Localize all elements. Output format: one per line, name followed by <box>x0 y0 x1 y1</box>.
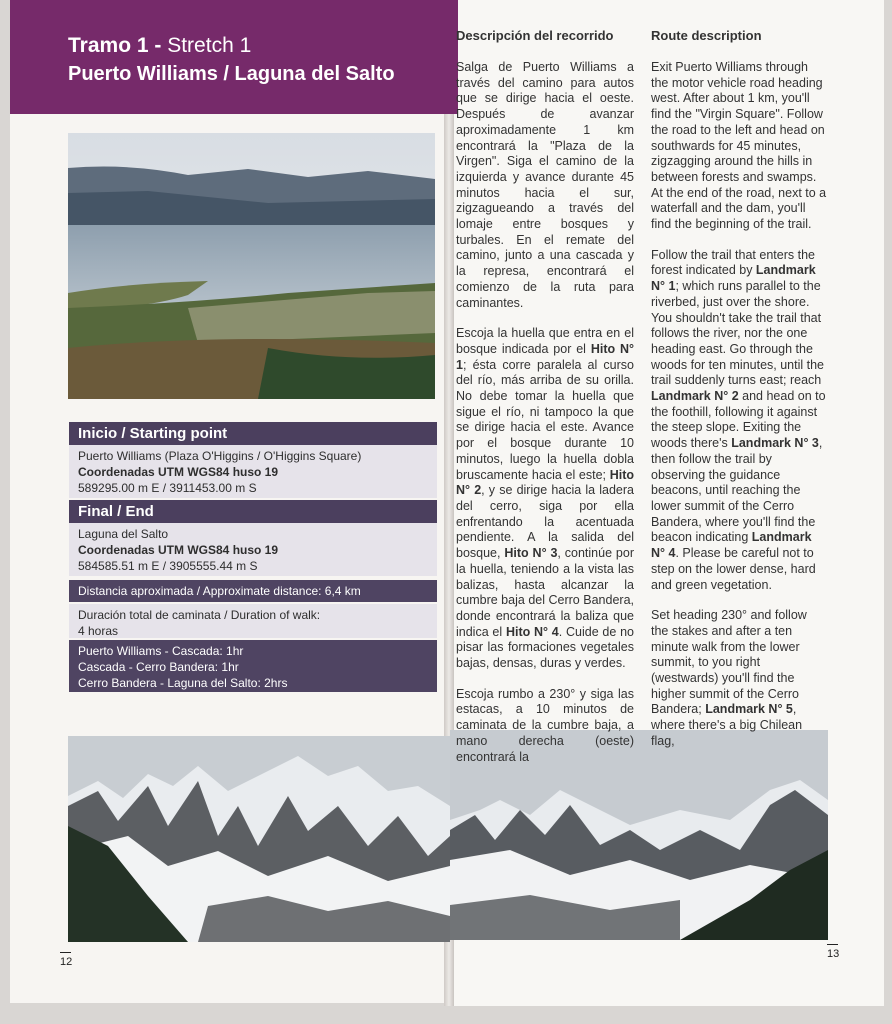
page-number-left: 12 <box>60 956 73 968</box>
text-run: , y se dirige hacia la ladera del cerro, siga por ella enfrentando la acentuada pendiente. A la salida del bosque, <box>456 483 635 561</box>
start-place: Puerto Williams (Plaza O'Higgins / O'Higgins Square) <box>78 449 362 463</box>
text-run: ; which runs parallel to the riverbed, just over the shore. You shouldn't take the trail that follows the river, nor the one heading east. Go through the woods for ten minutes, until the trail suddenly turns east; reach <box>651 279 825 388</box>
segment-item: Cascada - Cerro Bandera: 1hr <box>78 660 239 674</box>
text-run: Escoja la huella que entra en el bosque indicada por el <box>456 326 634 356</box>
text-run: . Cuide de no pisar las formaciones vegetales bajas, densas, duras y verdes. <box>456 624 634 671</box>
distance-row: Distancia aproximada / Approximate distance: 6,4 km <box>69 580 437 602</box>
starting-point-info <box>69 445 437 498</box>
english-heading: Route description <box>651 28 762 43</box>
en-paragraph-1: Exit Puerto Williams through the motor vehicle road heading west. After about 1 km, you'll find the "Virgin Square". Follow the road to the left and head on southwards for 45 minutes, zigzagging around the hills in between forests and swamps. At the end of the road, next to a waterfall and the dam, you'll find the beginning of the trail. <box>651 60 827 232</box>
es-paragraph-1: Salga de Puerto Williams a través del camino para autos que se dirige hacia el oeste. Después de avanzar aproximadamente 1 km encontrará la "Plaza de la Virgen". Siga el camino de la izquierda y avance durante 45 minutos hacia el sur, zigzagueando a través del lomaje entre bosques y turbales. En el remate del camino, junto a una cascada y la represa, encontrará el comienzo de la ruta para caminantes. <box>456 60 634 310</box>
text-run: . Please be careful not to step on the lower dense, hard and green vegetation. <box>651 546 816 592</box>
text-run: , then follow the trail by observing the guidance beacons, until reaching the lower summit of the Cerro Bandera, where you'll find the beacon indicating <box>651 436 823 545</box>
route-title: Puerto Williams / Laguna del Salto <box>68 63 395 85</box>
landmark-ref: Landmark N° 2 <box>651 389 739 404</box>
text-run: , where there's a big Chilean flag, <box>651 702 803 748</box>
text-run: Follow the trail that enters the forest indicated by <box>651 247 815 278</box>
stretch-label: Stretch 1 <box>167 34 252 57</box>
segment-item: Puerto Williams - Cascada: 1hr <box>78 644 244 658</box>
en-paragraph-2 <box>651 248 827 593</box>
starting-point-header: Inicio / Starting point <box>69 422 437 445</box>
page-number-right: 13 <box>827 948 840 960</box>
start-coords-label: Coordenadas UTM WGS84 huso 19 <box>78 465 279 479</box>
end-point-header: Final / End <box>69 500 437 523</box>
text-run: and head on to the foothill, following it against the steep slope. Exiting the woods there's <box>651 389 826 451</box>
stretch-title <box>68 34 251 58</box>
text-run: ; ésta corre paralela al curso del río, más arriba de su orilla. No debe tomar la huella que sigue el río, ni tampoco la que se dirige hacia el este. Avance por el bosque durante 10 minutos, luego la huella dobla bruscamente hacia el este; <box>456 357 634 482</box>
segments-row <box>69 640 437 692</box>
duration-label: Duración total de caminata / Duration of walk: <box>78 608 321 622</box>
es-paragraph-2 <box>456 326 634 671</box>
end-coords: 584585.51 m E / 3905555.44 m S <box>78 559 258 573</box>
spanish-column <box>456 60 634 780</box>
duration-row <box>69 604 437 638</box>
text-run: , continúe por la huella, teniendo a la vista las balizas, hasta alcanzar la cumbre baja del Cerro Bandera, donde encontrará la baliza que indica el <box>456 546 634 639</box>
en-paragraph-3 <box>651 608 827 749</box>
landmark-ref: Landmark N° 5 <box>705 702 793 717</box>
es-paragraph-3: Escoja rumbo a 230° y siga las estacas, a 10 minutos de caminata de la cumbre baja, a mano derecha (oeste) encontrará la <box>456 686 634 764</box>
landmark-ref: Landmark N° 3 <box>731 436 819 451</box>
end-place: Laguna del Salto <box>78 527 169 541</box>
end-coords-label: Coordenadas UTM WGS84 huso 19 <box>78 543 279 557</box>
landmark-ref: Hito N° 1 <box>456 341 634 372</box>
spanish-heading: Descripción del recorrido <box>456 28 614 43</box>
landscape-photo <box>68 133 435 399</box>
duration-value: 4 horas <box>78 624 119 638</box>
segment-item: Cerro Bandera - Laguna del Salto: 2hrs <box>78 676 288 690</box>
landmark-ref: Hito N° 3 <box>504 546 558 561</box>
mountain-photo-left <box>68 736 450 942</box>
text-run: Set heading 230° and follow the stakes and after a ten minute walk from the lower summit, to you right (westwards) you'll find the higher summit of the Cerro Bandera; <box>651 608 807 717</box>
start-coords: 589295.00 m E / 3911453.00 m S <box>78 481 257 495</box>
landmark-ref: Hito N° 2 <box>456 467 634 498</box>
english-column <box>651 60 827 765</box>
tramo-label: Tramo 1 - <box>68 34 162 57</box>
landmark-ref: Landmark N° 4 <box>651 530 812 561</box>
landmark-ref: Landmark N° 1 <box>651 263 816 294</box>
landmark-ref: Hito N° 4 <box>505 624 559 639</box>
end-point-info <box>69 523 437 576</box>
